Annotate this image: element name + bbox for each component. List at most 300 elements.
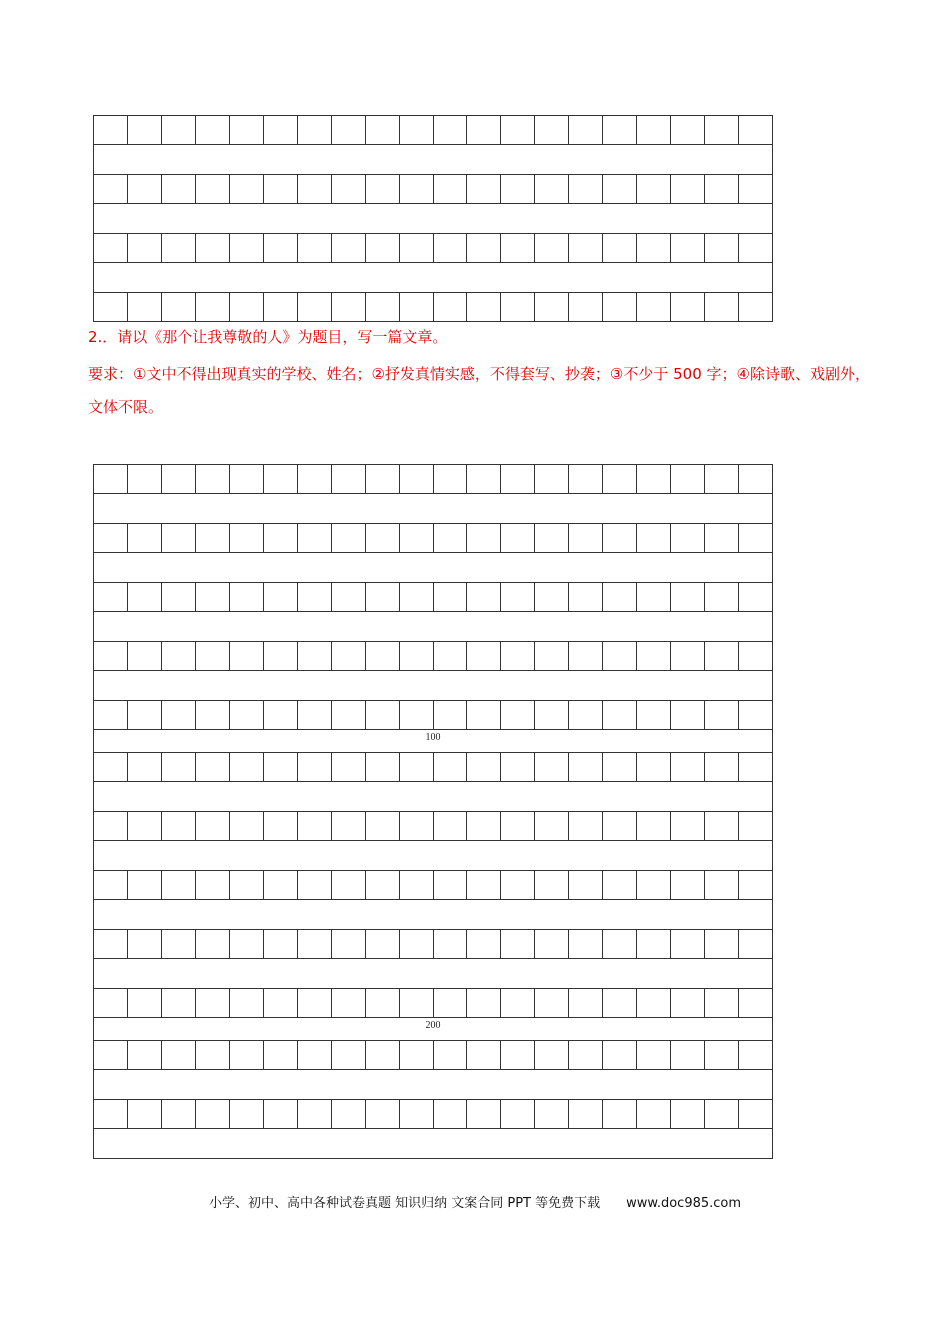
grid-cell[interactable]: [128, 293, 162, 322]
grid-cell[interactable]: [94, 234, 128, 263]
grid-cell[interactable]: [467, 930, 501, 959]
grid-cell[interactable]: [637, 642, 671, 671]
grid-cell[interactable]: [366, 465, 400, 494]
grid-cell[interactable]: [569, 524, 603, 553]
grid-cell[interactable]: [569, 989, 603, 1018]
grid-cell[interactable]: [230, 116, 264, 145]
grid-cell[interactable]: [230, 524, 264, 553]
grid-cell[interactable]: [298, 930, 332, 959]
grid-cell[interactable]: [264, 1041, 298, 1070]
grid-cell[interactable]: [332, 465, 366, 494]
grid-cell[interactable]: [128, 116, 162, 145]
grid-cell[interactable]: [569, 234, 603, 263]
grid-cell[interactable]: [671, 116, 705, 145]
grid-cell[interactable]: [196, 930, 230, 959]
grid-cell[interactable]: [603, 989, 637, 1018]
grid-cell[interactable]: [603, 1041, 637, 1070]
grid-cell[interactable]: [501, 812, 535, 841]
grid-cell[interactable]: [467, 524, 501, 553]
grid-cell[interactable]: [264, 175, 298, 204]
grid-cell[interactable]: [230, 701, 264, 730]
grid-cell[interactable]: [739, 1041, 773, 1070]
grid-cell[interactable]: [637, 930, 671, 959]
grid-cell[interactable]: [434, 871, 468, 900]
grid-cell[interactable]: [230, 642, 264, 671]
grid-cell[interactable]: [637, 701, 671, 730]
grid-cell[interactable]: [603, 642, 637, 671]
grid-cell[interactable]: [434, 930, 468, 959]
grid-cell[interactable]: [298, 524, 332, 553]
grid-cell[interactable]: [128, 642, 162, 671]
grid-cell[interactable]: [705, 234, 739, 263]
grid-cell[interactable]: [400, 234, 434, 263]
grid-cell[interactable]: [671, 642, 705, 671]
grid-cell[interactable]: [196, 753, 230, 782]
grid-cell[interactable]: [535, 871, 569, 900]
grid-cell[interactable]: [705, 1100, 739, 1129]
grid-cell[interactable]: [671, 234, 705, 263]
grid-cell[interactable]: [535, 1100, 569, 1129]
grid-cell[interactable]: [298, 293, 332, 322]
grid-cell[interactable]: [196, 293, 230, 322]
grid-cell[interactable]: [671, 175, 705, 204]
grid-cell[interactable]: [128, 1041, 162, 1070]
grid-cell[interactable]: [400, 465, 434, 494]
grid-cell[interactable]: [400, 930, 434, 959]
grid-cell[interactable]: [298, 116, 332, 145]
grid-cell[interactable]: [739, 1100, 773, 1129]
grid-cell[interactable]: [196, 175, 230, 204]
grid-cell[interactable]: [535, 989, 569, 1018]
grid-cell[interactable]: [501, 871, 535, 900]
grid-cell[interactable]: [603, 701, 637, 730]
grid-cell[interactable]: [264, 583, 298, 612]
grid-cell[interactable]: [671, 930, 705, 959]
grid-cell[interactable]: [162, 753, 196, 782]
grid-cell[interactable]: [400, 293, 434, 322]
grid-cell[interactable]: [400, 812, 434, 841]
grid-cell[interactable]: [569, 116, 603, 145]
grid-cell[interactable]: [332, 989, 366, 1018]
grid-cell[interactable]: [298, 465, 332, 494]
grid-cell[interactable]: [162, 175, 196, 204]
grid-cell[interactable]: [264, 642, 298, 671]
grid-cell[interactable]: [603, 930, 637, 959]
grid-cell[interactable]: [671, 989, 705, 1018]
grid-cell[interactable]: [501, 116, 535, 145]
grid-cell[interactable]: [196, 583, 230, 612]
grid-cell[interactable]: [400, 871, 434, 900]
grid-cell[interactable]: [535, 1041, 569, 1070]
grid-cell[interactable]: [603, 524, 637, 553]
grid-cell[interactable]: [434, 465, 468, 494]
grid-cell[interactable]: [298, 753, 332, 782]
grid-cell[interactable]: [705, 1041, 739, 1070]
grid-cell[interactable]: [467, 753, 501, 782]
grid-cell[interactable]: [128, 989, 162, 1018]
grid-cell[interactable]: [739, 583, 773, 612]
grid-cell[interactable]: [569, 583, 603, 612]
grid-cell[interactable]: [366, 116, 400, 145]
grid-cell[interactable]: [535, 175, 569, 204]
grid-cell[interactable]: [128, 812, 162, 841]
grid-cell[interactable]: [128, 583, 162, 612]
grid-cell[interactable]: [637, 812, 671, 841]
grid-cell[interactable]: [501, 642, 535, 671]
grid-cell[interactable]: [671, 293, 705, 322]
grid-cell[interactable]: [94, 116, 128, 145]
grid-cell[interactable]: [196, 701, 230, 730]
grid-cell[interactable]: [637, 465, 671, 494]
grid-cell[interactable]: [603, 116, 637, 145]
grid-cell[interactable]: [467, 701, 501, 730]
grid-cell[interactable]: [569, 930, 603, 959]
grid-cell[interactable]: [94, 812, 128, 841]
grid-cell[interactable]: [603, 753, 637, 782]
grid-cell[interactable]: [535, 642, 569, 671]
grid-cell[interactable]: [671, 812, 705, 841]
grid-cell[interactable]: [671, 1041, 705, 1070]
grid-cell[interactable]: [467, 583, 501, 612]
grid-cell[interactable]: [332, 234, 366, 263]
grid-cell[interactable]: [264, 989, 298, 1018]
grid-cell[interactable]: [332, 116, 366, 145]
grid-cell[interactable]: [671, 583, 705, 612]
grid-cell[interactable]: [128, 753, 162, 782]
grid-cell[interactable]: [264, 812, 298, 841]
grid-cell[interactable]: [705, 812, 739, 841]
grid-cell[interactable]: [501, 524, 535, 553]
grid-cell[interactable]: [162, 234, 196, 263]
grid-cell[interactable]: [671, 1100, 705, 1129]
grid-cell[interactable]: [196, 465, 230, 494]
grid-cell[interactable]: [637, 293, 671, 322]
grid-cell[interactable]: [603, 583, 637, 612]
grid-cell[interactable]: [264, 116, 298, 145]
grid-cell[interactable]: [434, 293, 468, 322]
grid-cell[interactable]: [366, 753, 400, 782]
grid-cell[interactable]: [230, 293, 264, 322]
grid-cell[interactable]: [637, 753, 671, 782]
grid-cell[interactable]: [467, 1100, 501, 1129]
grid-cell[interactable]: [298, 989, 332, 1018]
grid-cell[interactable]: [230, 871, 264, 900]
grid-cell[interactable]: [569, 465, 603, 494]
grid-cell[interactable]: [94, 293, 128, 322]
grid-cell[interactable]: [535, 753, 569, 782]
grid-cell[interactable]: [366, 812, 400, 841]
grid-cell[interactable]: [264, 293, 298, 322]
grid-cell[interactable]: [467, 871, 501, 900]
grid-cell[interactable]: [501, 989, 535, 1018]
grid-cell[interactable]: [671, 524, 705, 553]
grid-cell[interactable]: [230, 989, 264, 1018]
grid-cell[interactable]: [501, 234, 535, 263]
grid-cell[interactable]: [637, 583, 671, 612]
grid-cell[interactable]: [196, 116, 230, 145]
grid-cell[interactable]: [434, 116, 468, 145]
grid-cell[interactable]: [400, 642, 434, 671]
grid-cell[interactable]: [535, 930, 569, 959]
grid-cell[interactable]: [162, 583, 196, 612]
grid-cell[interactable]: [739, 701, 773, 730]
grid-cell[interactable]: [196, 524, 230, 553]
grid-cell[interactable]: [264, 1100, 298, 1129]
grid-cell[interactable]: [94, 930, 128, 959]
grid-cell[interactable]: [366, 701, 400, 730]
grid-cell[interactable]: [739, 642, 773, 671]
grid-cell[interactable]: [603, 175, 637, 204]
grid-cell[interactable]: [739, 989, 773, 1018]
grid-cell[interactable]: [230, 930, 264, 959]
grid-cell[interactable]: [467, 116, 501, 145]
grid-cell[interactable]: [230, 1100, 264, 1129]
grid-cell[interactable]: [434, 1100, 468, 1129]
grid-cell[interactable]: [264, 465, 298, 494]
grid-cell[interactable]: [705, 930, 739, 959]
grid-cell[interactable]: [94, 642, 128, 671]
grid-cell[interactable]: [94, 753, 128, 782]
grid-cell[interactable]: [535, 524, 569, 553]
grid-cell[interactable]: [94, 175, 128, 204]
grid-cell[interactable]: [332, 524, 366, 553]
grid-cell[interactable]: [739, 524, 773, 553]
grid-cell[interactable]: [705, 701, 739, 730]
grid-cell[interactable]: [705, 871, 739, 900]
grid-cell[interactable]: [230, 234, 264, 263]
grid-cell[interactable]: [94, 1041, 128, 1070]
grid-cell[interactable]: [535, 234, 569, 263]
grid-cell[interactable]: [739, 930, 773, 959]
grid-cell[interactable]: [264, 930, 298, 959]
grid-cell[interactable]: [366, 871, 400, 900]
grid-cell[interactable]: [739, 116, 773, 145]
grid-cell[interactable]: [603, 871, 637, 900]
grid-cell[interactable]: [400, 583, 434, 612]
grid-cell[interactable]: [705, 524, 739, 553]
grid-cell[interactable]: [434, 234, 468, 263]
grid-cell[interactable]: [739, 753, 773, 782]
grid-cell[interactable]: [603, 1100, 637, 1129]
grid-cell[interactable]: [400, 116, 434, 145]
grid-cell[interactable]: [400, 989, 434, 1018]
grid-cell[interactable]: [467, 812, 501, 841]
grid-cell[interactable]: [162, 812, 196, 841]
grid-cell[interactable]: [637, 116, 671, 145]
grid-cell[interactable]: [162, 642, 196, 671]
grid-cell[interactable]: [366, 930, 400, 959]
grid-cell[interactable]: [366, 175, 400, 204]
grid-cell[interactable]: [501, 465, 535, 494]
grid-cell[interactable]: [400, 524, 434, 553]
grid-cell[interactable]: [400, 175, 434, 204]
grid-cell[interactable]: [569, 293, 603, 322]
grid-cell[interactable]: [128, 465, 162, 494]
grid-cell[interactable]: [128, 701, 162, 730]
grid-cell[interactable]: [128, 524, 162, 553]
grid-cell[interactable]: [332, 753, 366, 782]
grid-cell[interactable]: [603, 293, 637, 322]
grid-cell[interactable]: [332, 642, 366, 671]
grid-cell[interactable]: [332, 1100, 366, 1129]
grid-cell[interactable]: [501, 583, 535, 612]
grid-cell[interactable]: [467, 1041, 501, 1070]
grid-cell[interactable]: [332, 930, 366, 959]
grid-cell[interactable]: [705, 642, 739, 671]
grid-cell[interactable]: [366, 1100, 400, 1129]
grid-cell[interactable]: [501, 701, 535, 730]
grid-cell[interactable]: [467, 989, 501, 1018]
grid-cell[interactable]: [264, 701, 298, 730]
grid-cell[interactable]: [501, 293, 535, 322]
grid-cell[interactable]: [535, 812, 569, 841]
grid-cell[interactable]: [298, 175, 332, 204]
grid-cell[interactable]: [400, 1100, 434, 1129]
grid-cell[interactable]: [467, 642, 501, 671]
grid-cell[interactable]: [162, 524, 196, 553]
grid-cell[interactable]: [467, 465, 501, 494]
grid-cell[interactable]: [94, 871, 128, 900]
grid-cell[interactable]: [94, 989, 128, 1018]
grid-cell[interactable]: [94, 583, 128, 612]
grid-cell[interactable]: [637, 1100, 671, 1129]
grid-cell[interactable]: [501, 930, 535, 959]
grid-cell[interactable]: [569, 642, 603, 671]
grid-cell[interactable]: [366, 642, 400, 671]
grid-cell[interactable]: [94, 1100, 128, 1129]
footer-url[interactable]: www.doc985.com: [626, 1196, 742, 1211]
grid-cell[interactable]: [434, 175, 468, 204]
grid-cell[interactable]: [162, 1100, 196, 1129]
grid-cell[interactable]: [230, 583, 264, 612]
grid-cell[interactable]: [366, 583, 400, 612]
grid-cell[interactable]: [230, 812, 264, 841]
grid-cell[interactable]: [230, 175, 264, 204]
grid-cell[interactable]: [128, 1100, 162, 1129]
grid-cell[interactable]: [196, 1100, 230, 1129]
grid-cell[interactable]: [264, 524, 298, 553]
grid-cell[interactable]: [332, 293, 366, 322]
grid-cell[interactable]: [366, 989, 400, 1018]
grid-cell[interactable]: [196, 812, 230, 841]
grid-cell[interactable]: [94, 524, 128, 553]
grid-cell[interactable]: [535, 293, 569, 322]
grid-cell[interactable]: [739, 293, 773, 322]
grid-cell[interactable]: [94, 701, 128, 730]
grid-cell[interactable]: [501, 1041, 535, 1070]
grid-cell[interactable]: [705, 465, 739, 494]
grid-cell[interactable]: [264, 871, 298, 900]
grid-cell[interactable]: [298, 234, 332, 263]
grid-cell[interactable]: [128, 930, 162, 959]
grid-cell[interactable]: [162, 871, 196, 900]
grid-cell[interactable]: [739, 812, 773, 841]
grid-cell[interactable]: [501, 1100, 535, 1129]
grid-cell[interactable]: [671, 465, 705, 494]
grid-cell[interactable]: [569, 753, 603, 782]
grid-cell[interactable]: [162, 293, 196, 322]
grid-cell[interactable]: [128, 234, 162, 263]
grid-cell[interactable]: [162, 465, 196, 494]
grid-cell[interactable]: [162, 701, 196, 730]
grid-cell[interactable]: [434, 989, 468, 1018]
grid-cell[interactable]: [434, 583, 468, 612]
grid-cell[interactable]: [332, 175, 366, 204]
grid-cell[interactable]: [467, 234, 501, 263]
grid-cell[interactable]: [366, 234, 400, 263]
grid-cell[interactable]: [739, 175, 773, 204]
grid-cell[interactable]: [298, 583, 332, 612]
grid-cell[interactable]: [162, 930, 196, 959]
grid-cell[interactable]: [162, 989, 196, 1018]
grid-cell[interactable]: [162, 116, 196, 145]
grid-cell[interactable]: [705, 989, 739, 1018]
grid-cell[interactable]: [434, 642, 468, 671]
grid-cell[interactable]: [434, 524, 468, 553]
grid-cell[interactable]: [298, 1100, 332, 1129]
grid-cell[interactable]: [196, 871, 230, 900]
grid-cell[interactable]: [128, 871, 162, 900]
grid-cell[interactable]: [637, 175, 671, 204]
grid-cell[interactable]: [400, 753, 434, 782]
grid-cell[interactable]: [535, 116, 569, 145]
grid-cell[interactable]: [637, 524, 671, 553]
grid-cell[interactable]: [637, 1041, 671, 1070]
grid-cell[interactable]: [569, 812, 603, 841]
grid-cell[interactable]: [705, 116, 739, 145]
grid-cell[interactable]: [366, 524, 400, 553]
grid-cell[interactable]: [637, 234, 671, 263]
grid-cell[interactable]: [569, 1041, 603, 1070]
grid-cell[interactable]: [298, 812, 332, 841]
grid-cell[interactable]: [366, 293, 400, 322]
grid-cell[interactable]: [298, 871, 332, 900]
grid-cell[interactable]: [569, 871, 603, 900]
grid-cell[interactable]: [434, 753, 468, 782]
grid-cell[interactable]: [569, 175, 603, 204]
grid-cell[interactable]: [230, 465, 264, 494]
grid-cell[interactable]: [94, 465, 128, 494]
grid-cell[interactable]: [264, 753, 298, 782]
grid-cell[interactable]: [535, 583, 569, 612]
grid-cell[interactable]: [332, 583, 366, 612]
grid-cell[interactable]: [230, 1041, 264, 1070]
grid-cell[interactable]: [671, 753, 705, 782]
grid-cell[interactable]: [467, 175, 501, 204]
grid-cell[interactable]: [739, 871, 773, 900]
grid-cell[interactable]: [671, 701, 705, 730]
grid-cell[interactable]: [705, 175, 739, 204]
grid-cell[interactable]: [637, 989, 671, 1018]
grid-cell[interactable]: [705, 293, 739, 322]
grid-cell[interactable]: [434, 701, 468, 730]
grid-cell[interactable]: [332, 871, 366, 900]
grid-cell[interactable]: [332, 812, 366, 841]
grid-cell[interactable]: [434, 1041, 468, 1070]
grid-cell[interactable]: [671, 871, 705, 900]
grid-cell[interactable]: [603, 465, 637, 494]
grid-cell[interactable]: [298, 701, 332, 730]
grid-cell[interactable]: [705, 583, 739, 612]
grid-cell[interactable]: [535, 465, 569, 494]
grid-cell[interactable]: [400, 701, 434, 730]
grid-cell[interactable]: [162, 1041, 196, 1070]
grid-cell[interactable]: [298, 642, 332, 671]
grid-cell[interactable]: [569, 701, 603, 730]
grid-cell[interactable]: [332, 1041, 366, 1070]
grid-cell[interactable]: [569, 1100, 603, 1129]
grid-cell[interactable]: [230, 753, 264, 782]
